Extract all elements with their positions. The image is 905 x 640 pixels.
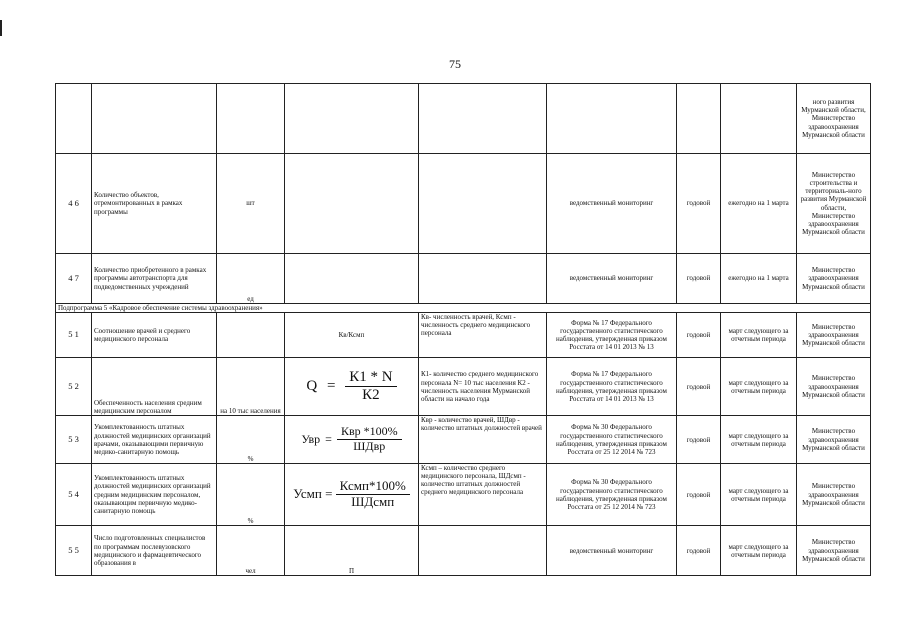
- table-row: [56, 254, 871, 304]
- cell-num: 5 3: [56, 416, 92, 464]
- cell-responsible: Министерство строительства и территориаль-ного развития Мурманской области, Министерство здравоохранения Мурманской области: [797, 154, 871, 254]
- cell-deadline: март следующего за отчетным периода: [721, 464, 797, 526]
- cell-unit: на 10 тыс населения: [217, 358, 285, 416]
- cell-num: 4 6: [56, 154, 92, 254]
- cell-responsible: Министерство здравоохранения Мурманской области: [797, 464, 871, 526]
- cell-deadline: март следующего за отчетным периода: [721, 313, 797, 358]
- cell-formula: [285, 416, 419, 464]
- cell-num: 4 7: [56, 254, 92, 304]
- cell-deadline: ежегодно на 1 марта: [721, 254, 797, 304]
- cell-name: Количество приобретенного в рамках программы автотранспорта для подведомственных учреждений: [92, 254, 217, 304]
- cell-deadline: [721, 84, 797, 154]
- formula-fraction: [337, 425, 402, 454]
- cell-formula: [285, 84, 419, 154]
- table-row: [56, 313, 871, 358]
- cell-num: 5 4: [56, 464, 92, 526]
- formula-denominator: К2: [362, 387, 380, 404]
- page-number: 75: [449, 57, 461, 71]
- cell-definition: Ксмп – количество среднего медицинского персонала, ШДсмп - количество штатных должностей среднего медицинского персонала: [419, 464, 547, 526]
- cell-definition: [419, 526, 547, 576]
- formula-fraction: [336, 479, 410, 510]
- cell-unit: ед: [217, 254, 285, 304]
- cell-responsible: Министерство здравоохранения Мурманской области: [797, 313, 871, 358]
- cell-period: годовой: [677, 254, 721, 304]
- cell-responsible: Министерство здравоохранения Мурманской области: [797, 416, 871, 464]
- cell-definition: Квр - количество врачей, ШДвр - количество штатных должностей врачей: [419, 416, 547, 464]
- cell-deadline: март следующего за отчетным периода: [721, 358, 797, 416]
- cell-unit: [217, 313, 285, 358]
- cell-num: 5 5: [56, 526, 92, 576]
- cell-source: ведомственный мониторинг: [547, 526, 677, 576]
- indicators-table: [55, 83, 871, 576]
- cell-formula: Кв/Ксмп: [285, 313, 419, 358]
- cell-period: годовой: [677, 416, 721, 464]
- table-row: [56, 464, 871, 526]
- cell-unit: шт: [217, 154, 285, 254]
- cell-formula: [285, 358, 419, 416]
- cell-name: Укомплектованность штатных должностей медицинских организаций врачами, оказывающими первичную медико-санитарную помощь: [92, 416, 217, 464]
- cell-period: годовой: [677, 358, 721, 416]
- cell-responsible: ного развития Мурманской области, Министерство здравоохранения Мурманской области: [797, 84, 871, 154]
- formula-lhs: Q: [306, 377, 318, 394]
- scan-edge-mark: [0, 20, 2, 36]
- cell-period: [677, 84, 721, 154]
- table-row: [56, 154, 871, 254]
- cell-num: 5 2: [56, 358, 92, 416]
- cell-period: годовой: [677, 526, 721, 576]
- cell-source: Форма № 17 Федерального государственного статистического наблюдения, утвержденная приказом Росстата от 14 01 2013 № 13: [547, 358, 677, 416]
- formula-equals: =: [325, 431, 332, 446]
- cell-deadline: март следующего за отчетным периода: [721, 416, 797, 464]
- table-row: [56, 358, 871, 416]
- cell-deadline: ежегодно на 1 марта: [721, 154, 797, 254]
- cell-source: [547, 84, 677, 154]
- cell-name: Соотношение врачей и среднего медицинского персонала: [92, 313, 217, 358]
- cell-period: годовой: [677, 313, 721, 358]
- cell-unit: чел: [217, 526, 285, 576]
- formula-equals: =: [325, 486, 333, 502]
- cell-deadline: март следующего за отчетным периода: [721, 526, 797, 576]
- cell-name: Количество объектов, отремонтированных в рамках программы: [92, 154, 217, 254]
- cell-num: [56, 84, 92, 154]
- cell-name: Обеспеченность населения средним медицинским персоналом: [92, 358, 217, 416]
- formula-lhs: Увр: [301, 431, 321, 446]
- cell-definition: [419, 154, 547, 254]
- cell-responsible: Министерство здравоохранения Мурманской области: [797, 358, 871, 416]
- cell-name: Укомплектованность штатных должностей медицинских организаций средним медицинским персоналом, оказывающим первичную медико-санитарную помощь: [92, 464, 217, 526]
- cell-responsible: Министерство здравоохранения Мурманской области: [797, 254, 871, 304]
- table-row: [56, 526, 871, 576]
- formula-numerator: Квр *100%: [337, 425, 402, 440]
- formula-denominator: ШДвр: [353, 439, 386, 454]
- cell-definition: [419, 84, 547, 154]
- formula-lhs: Усмп: [293, 486, 322, 502]
- cell-responsible: Министерство здравоохранения Мурманской области: [797, 526, 871, 576]
- cell-unit: %: [217, 416, 285, 464]
- table-row: [56, 416, 871, 464]
- formula-numerator: К1 * N: [345, 369, 396, 387]
- cell-source: ведомственный мониторинг: [547, 254, 677, 304]
- cell-definition: К1- количество среднего медицинского персонала N= 10 тыс населения К2 - численность населения Мурманской области на начало года: [419, 358, 547, 416]
- subprogram-title: Подпрограмма 5 «Кадровое обеспечение системы здравоохранения»: [56, 304, 871, 313]
- cell-formula: П: [285, 526, 419, 576]
- cell-definition: [419, 254, 547, 304]
- cell-formula: [285, 154, 419, 254]
- formula-equals: =: [327, 377, 336, 394]
- cell-definition: Кв- численность врачей, Ксмп - численность среднего медицинского персонала: [419, 313, 547, 358]
- cell-formula: [285, 464, 419, 526]
- formula-uvr: [301, 424, 401, 454]
- formula-denominator: ШДсмп: [351, 494, 395, 510]
- formula-numerator: Ксмп*100%: [336, 479, 410, 495]
- cell-num: 5 1: [56, 313, 92, 358]
- cell-formula: [285, 254, 419, 304]
- cell-source: Форма № 30 Федерального государственного статистического наблюдения, утвержденная приказом Росстата от 25 12 2014 № 723: [547, 416, 677, 464]
- cell-unit: [217, 84, 285, 154]
- formula-usmp: [293, 478, 410, 510]
- cell-name: Число подготовленных специалистов по программам послевузовского медицинского и фармацевтического образования в: [92, 526, 217, 576]
- formula-q: [306, 368, 396, 404]
- table-row: [56, 84, 871, 154]
- cell-name: [92, 84, 217, 154]
- cell-period: годовой: [677, 154, 721, 254]
- cell-source: Форма № 30 Федерального государственного статистического наблюдения, утвержденная приказом Росстата от 25 12 2014 № 723: [547, 464, 677, 526]
- cell-unit: %: [217, 464, 285, 526]
- cell-period: годовой: [677, 464, 721, 526]
- cell-source: Форма № 17 Федерального государственного статистического наблюдения, утвержденная приказом Росстата от 14 01 2013 № 13: [547, 313, 677, 358]
- subprogram-row: [56, 304, 871, 313]
- formula-fraction: [345, 369, 396, 405]
- cell-source: ведомственный мониторинг: [547, 154, 677, 254]
